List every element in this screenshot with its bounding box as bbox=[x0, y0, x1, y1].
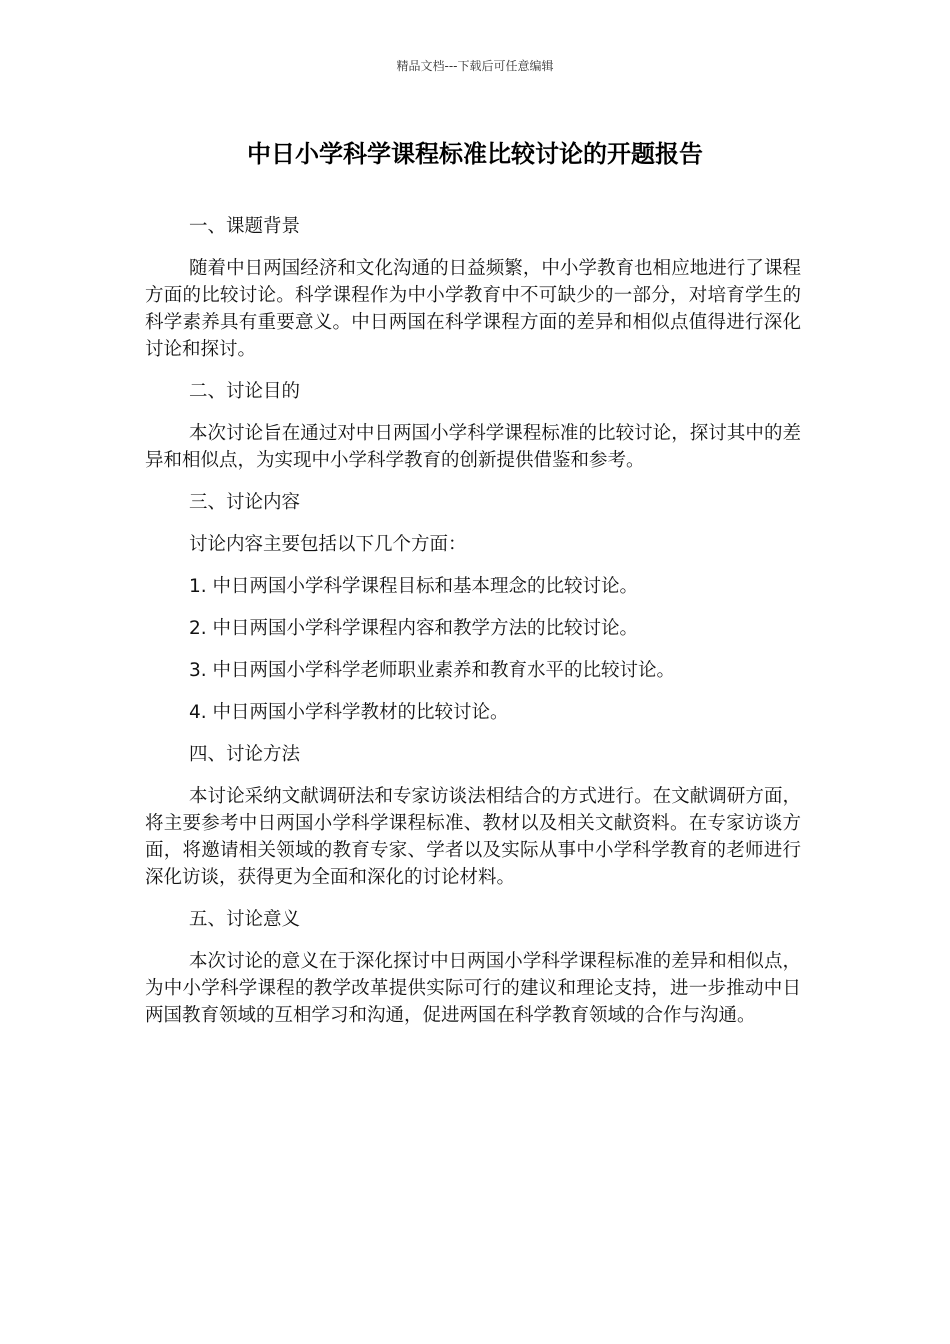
content-intro: 讨论内容主要包括以下几个方面： bbox=[189, 534, 467, 555]
section-heading-content: 三、讨论内容 bbox=[189, 492, 301, 513]
paragraph-method: 本讨论采纳文献调研法和专家访谈法相结合的方式进行。在文献调研方面，将主要参考中日两国小学科学课程标准、教材以及相关文献资料。在专家访谈方面，将邀请相关领域的教育专家、学者以及实际从事中小学科学教育的老师进行深化访谈，获得更为全面和深化的讨论材料。 bbox=[145, 786, 801, 888]
list-item: 4. 中日两国小学科学教材的比较讨论。 bbox=[189, 702, 509, 723]
section-heading-purpose: 二、讨论目的 bbox=[189, 381, 301, 402]
section-heading-method: 四、讨论方法 bbox=[189, 744, 301, 765]
list-item: 3. 中日两国小学科学老师职业素养和教育水平的比较讨论。 bbox=[189, 660, 676, 681]
section-heading-background: 一、课题背景 bbox=[189, 216, 301, 237]
paragraph-purpose: 本次讨论旨在通过对中日两国小学科学课程标准的比较讨论，探讨其中的差异和相似点，为实现中小学科学教育的创新提供借鉴和参考。 bbox=[145, 423, 801, 471]
section-heading-significance: 五、讨论意义 bbox=[189, 909, 301, 930]
header-note: 精品文档---下载后可任意编辑 bbox=[396, 59, 554, 73]
paragraph-background: 随着中日两国经济和文化沟通的日益频繁，中小学教育也相应地进行了课程方面的比较讨论。科学课程作为中小学教育中不可缺少的一部分，对培育学生的科学素养具有重要意义。中日两国在科学课程方面的差异和相似点值得进行深化讨论和探讨。 bbox=[145, 258, 801, 360]
paragraph-significance: 本次讨论的意义在于深化探讨中日两国小学科学课程标准的差异和相似点，为中小学科学课程的教学改革提供实际可行的建议和理论支持，进一步推动中日两国教育领域的互相学习和沟通，促进两国在科学教育领域的合作与沟通。 bbox=[145, 951, 801, 1026]
document-body bbox=[145, 213, 801, 1044]
document-title: 中日小学科学课程标准比较讨论的开题报告 bbox=[247, 140, 703, 168]
list-item: 2. 中日两国小学科学课程内容和教学方法的比较讨论。 bbox=[189, 618, 639, 639]
list-item: 1. 中日两国小学科学课程目标和基本理念的比较讨论。 bbox=[189, 576, 639, 597]
